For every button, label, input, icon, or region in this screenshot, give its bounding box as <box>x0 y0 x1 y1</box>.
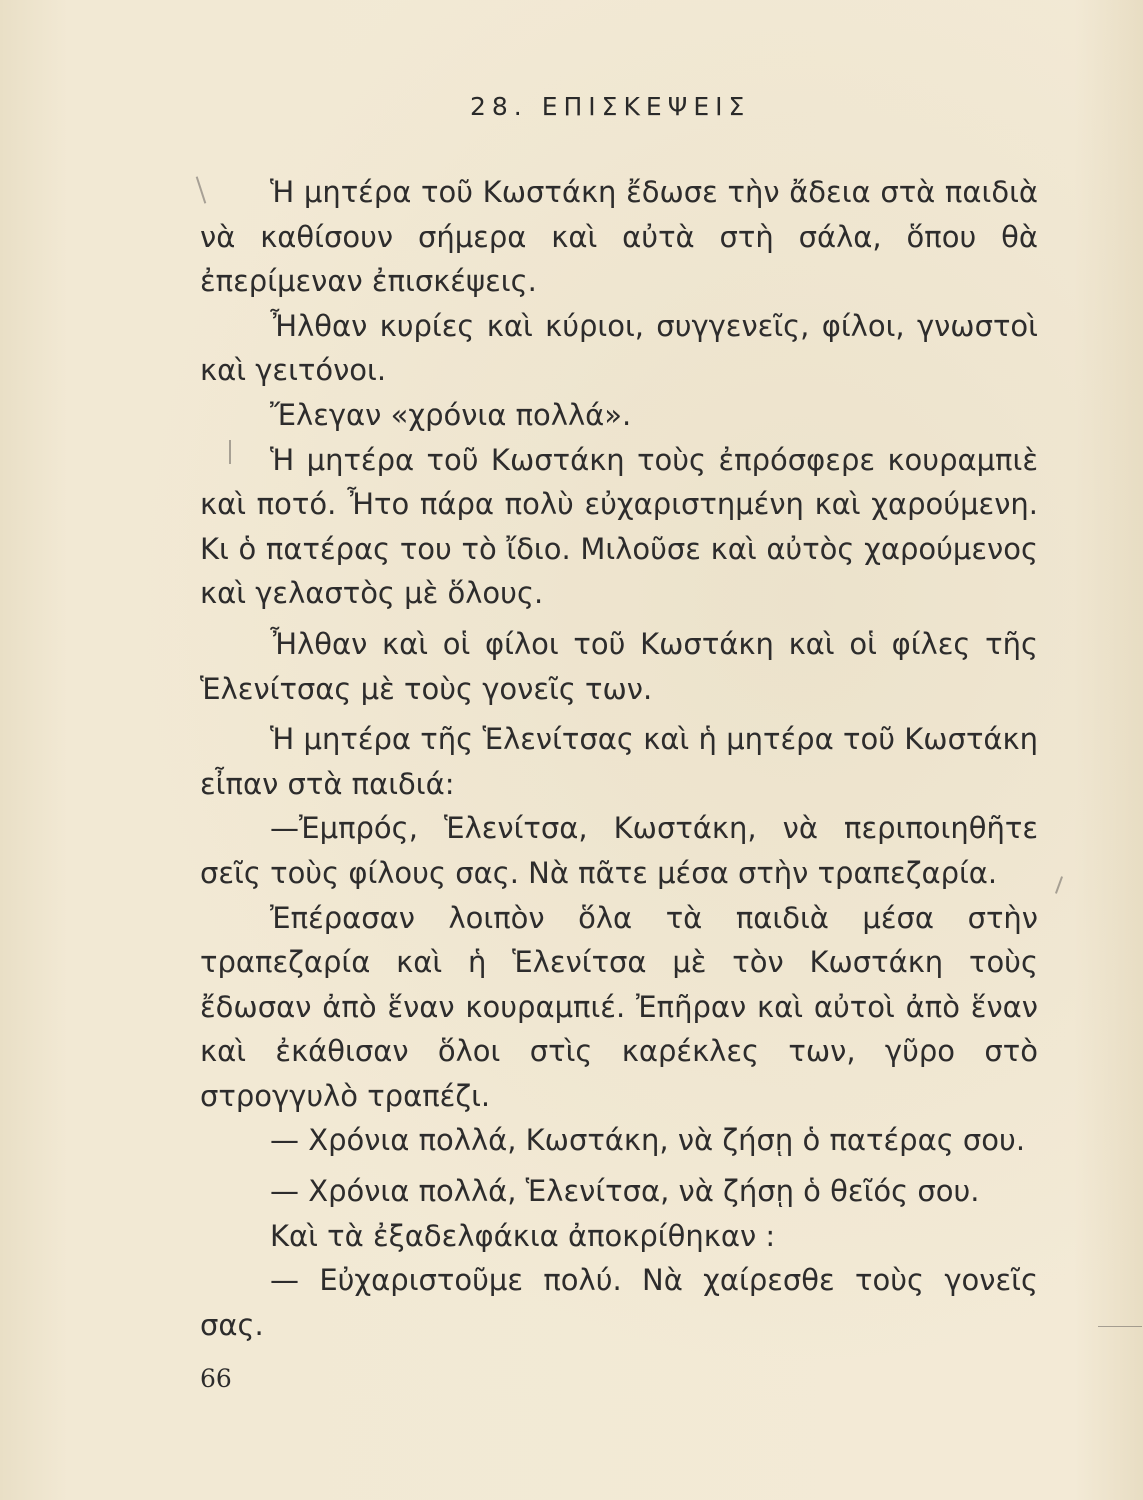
margin-mark <box>1098 1326 1142 1327</box>
paragraph-1: Ἡ μητέρα τοῦ Κωστάκη ἔδωσε τὴν ἄδεια στὰ παιδιὰ νὰ καθίσουν σήμερα καὶ αὐτὰ στὴ σάλα, ὅπου θὰ ἐπερίμεναν ἐπισκέψεις. <box>200 175 1038 299</box>
paragraph-6: Ἡ μητέρα τῆς Ἑλενίτσας καὶ ἡ μητέρα τοῦ Κωστάκη εἶπαν στὰ παιδιά: <box>200 722 1038 801</box>
paragraph-12: — Εὐχαριστοῦμε πολύ. Νὰ χαίρεσθε τοὺς γονεῖς σας. <box>200 1263 1038 1342</box>
paragraph-4: Ἡ μητέρα τοῦ Κωστάκη τοὺς ἐπρόσφερε κουραμπιὲ καὶ ποτό. Ἦτο πάρα πολὺ εὐχαριστημένη καὶ χαρούμενη. Κι ὁ πατέρας του τὸ ἴδιο. Μιλοῦσε καὶ αὐτὸς χαρούμενος καὶ γελαστὸς μὲ ὅλους. <box>200 442 1038 611</box>
paragraph-8: Ἐπέρασαν λοιπὸν ὅλα τὰ παιδιὰ μέσα στὴν τραπεζαρία καὶ ἡ Ἑλενίτσα μὲ τὸν Κωστάκη τοὺς ἔδωσαν ἀπὸ ἕναν κουραμπιέ. Ἐπῆραν καὶ αὐτοὶ ἀπὸ ἕναν καὶ ἐκάθισαν ὅλοι στὶς καρέκλες των, γῦρο στὸ στρογγυλὸ τραπέζι. <box>200 900 1038 1113</box>
page-number: 66 <box>200 1364 232 1393</box>
paragraph-7: —Ἐμπρός, Ἑλενίτσα, Κωστάκη, νὰ περιποιηθῆτε σεῖς τοὺς φίλους σας. Νὰ πᾶτε μέσα στὴν τραπεζαρία. <box>200 811 1038 890</box>
paragraph-3: Ἔλεγαν «χρόνια πολλά». <box>270 397 632 432</box>
paragraph-5: Ἦλθαν καὶ οἱ φίλοι τοῦ Κωστάκη καὶ οἱ φίλες τῆς Ἑλενίτσας μὲ τοὺς γονεῖς των. <box>200 626 1038 706</box>
paragraph-10: — Χρόνια πολλά, Ἑλενίτσα, νὰ ζήσῃ ὁ θεῖός σου. <box>270 1174 980 1209</box>
margin-mark <box>229 440 231 464</box>
paragraph-2: Ἦλθαν κυρίες καὶ κύριοι, συγγενεῖς, φίλοι, γνωστοὶ καὶ γειτόνοι. <box>200 308 1038 388</box>
paragraph-11: Καὶ τὰ ἐξαδελφάκια ἀποκρίθηκαν : <box>270 1218 776 1253</box>
margin-mark <box>1055 876 1063 894</box>
chapter-header: 28. ΕΠΙΣΚΕΨΕΙΣ <box>470 92 751 121</box>
body-text <box>200 170 1038 1347</box>
paragraph-9: — Χρόνια πολλά, Κωστάκη, νὰ ζήσῃ ὁ πατέρας σου. <box>270 1123 1026 1158</box>
